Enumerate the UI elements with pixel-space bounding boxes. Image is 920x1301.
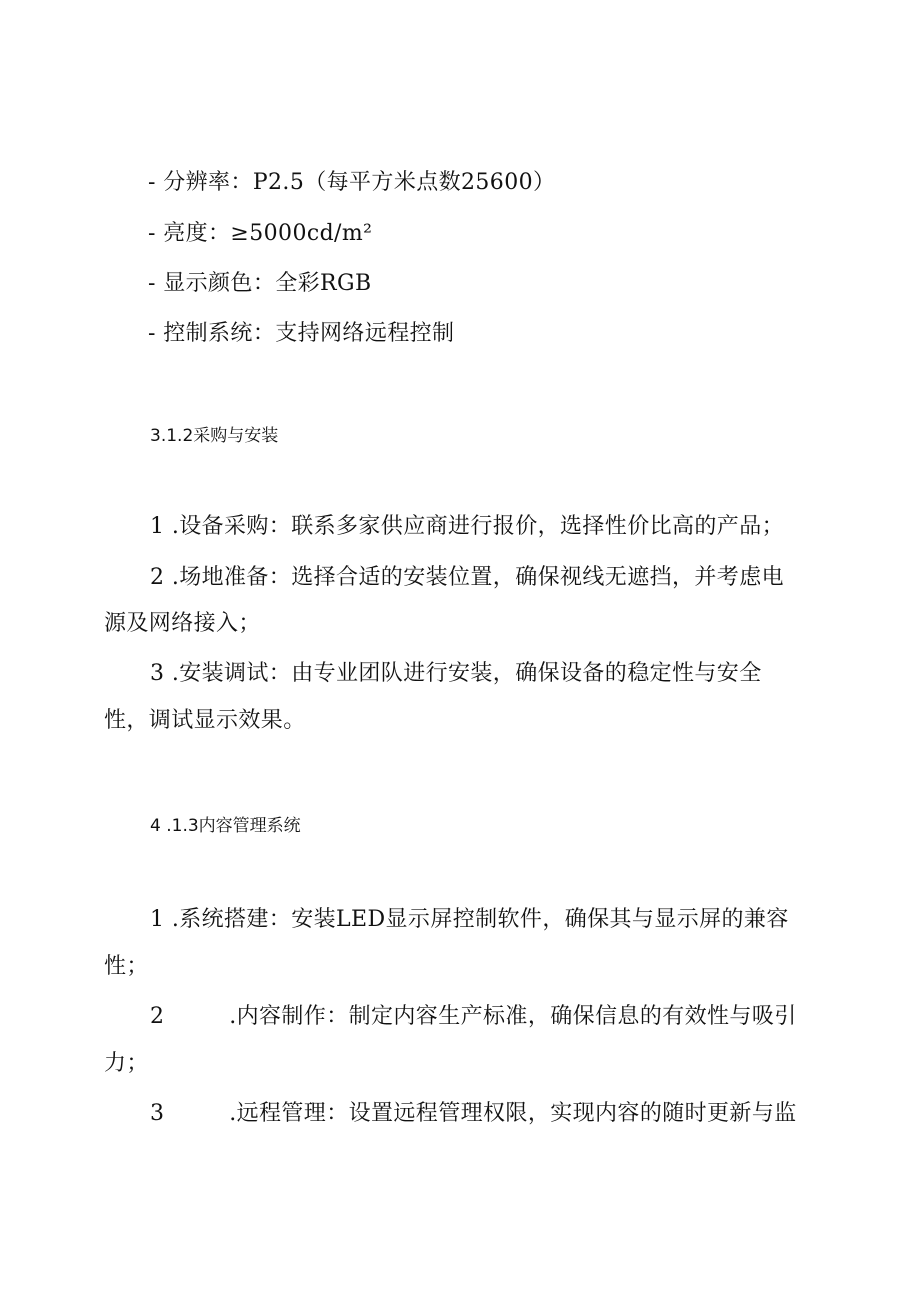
item-text: .场地准备：选择合适的安装位置，确保视线无遮挡，并考虑电 [171, 565, 785, 590]
spec-display-color: - 显示颜色：全彩RGB [148, 271, 372, 296]
item-text: .设备采购：联系多家供应商进行报价，选择性价比高的产品； [171, 514, 785, 539]
item-number: 2 [150, 565, 165, 590]
item-number: 1 [150, 514, 165, 539]
cms-item-3 [150, 1099, 797, 1129]
cms-item-1 [150, 905, 789, 935]
heading-text: .1.3内容管理系统 [166, 816, 301, 836]
heading-number: 4 [150, 816, 161, 836]
procurement-item-1 [150, 512, 784, 542]
item-number: 3 [150, 661, 165, 686]
cms-item-2 [150, 1002, 797, 1032]
procurement-item-2 [150, 563, 784, 593]
section-heading-procurement: 3.1.2采购与安装 [150, 426, 279, 446]
spec-resolution: - 分辨率：P2.5（每平方米点数25600） [148, 170, 556, 195]
item-number: 2 [150, 1004, 165, 1029]
item-number: 3 [150, 1101, 165, 1126]
spec-control-system: - 控制系统：支持网络远程控制 [148, 321, 455, 346]
cms-item-2-continued: 力； [104, 1051, 149, 1076]
item-number: 1 [150, 907, 165, 932]
item-text: .安装调试：由专业团队进行安装，确保设备的稳定性与安全 [171, 661, 762, 686]
cms-item-1-continued: 性； [104, 954, 149, 979]
item-text: .内容制作：制定内容生产标准，确保信息的有效性与吸引 [229, 1004, 797, 1029]
procurement-item-3-continued: 性，调试显示效果。 [104, 708, 306, 733]
section-heading-content-management [150, 814, 301, 838]
procurement-item-3 [150, 659, 762, 689]
procurement-item-2-continued: 源及网络接入； [104, 611, 261, 636]
item-text: .系统搭建：安装LED显示屏控制软件，确保其与显示屏的兼容 [171, 907, 789, 932]
item-text: .远程管理：设置远程管理权限，实现内容的随时更新与监 [229, 1101, 797, 1126]
spec-brightness: - 亮度：≥5000cd/m² [148, 221, 373, 246]
